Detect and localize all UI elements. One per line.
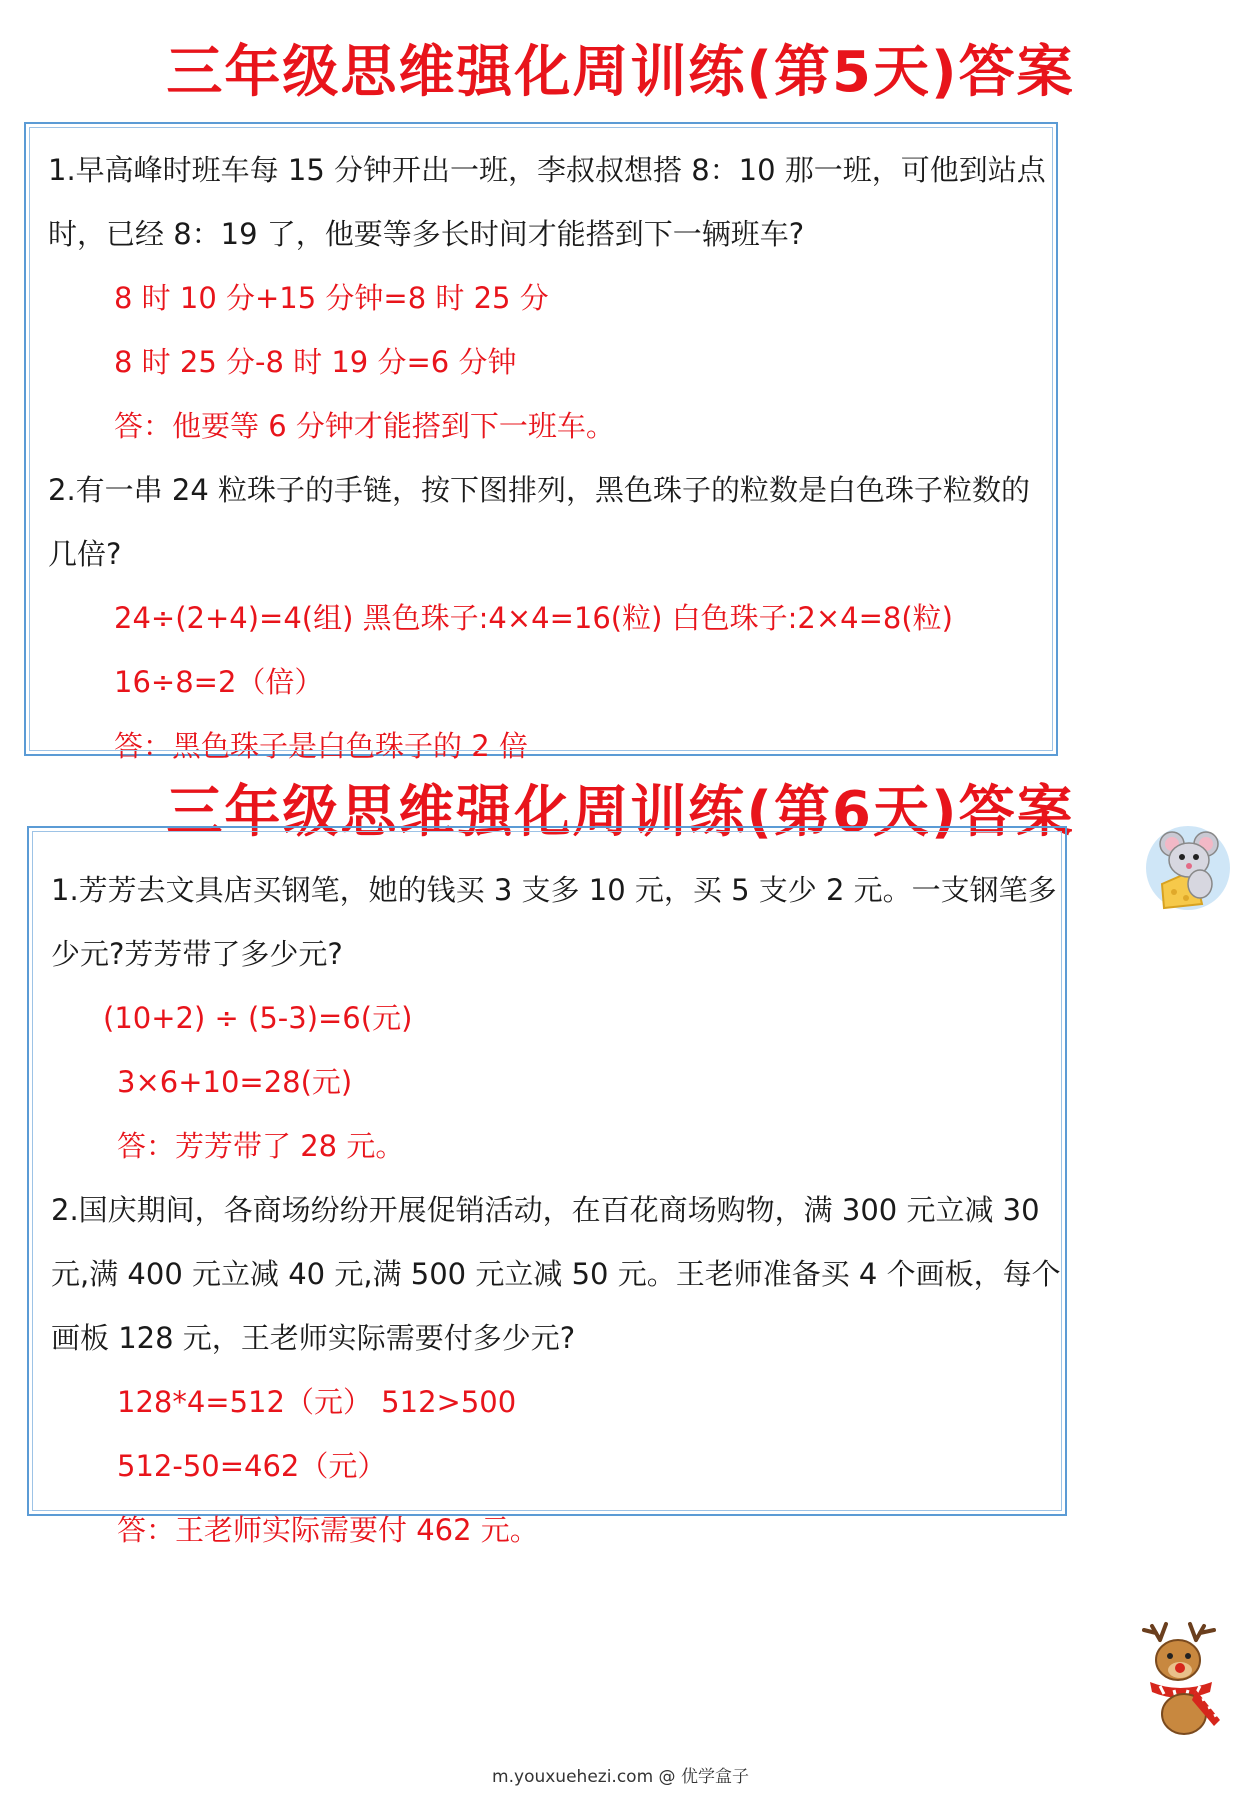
day5-q2-answer-step2: 16÷8=2（倍）	[114, 665, 324, 699]
day6-q1-text-cont: 少元?芳芳带了多少元?	[51, 937, 343, 971]
day6-q1-answer-final: 答：芳芳带了 28 元。	[117, 1129, 405, 1163]
day6-q1-answer-step1: (10+2) ÷ (5-3)=6(元)	[103, 1001, 413, 1035]
day6-q1-answer-step2: 3×6+10=28(元)	[117, 1065, 353, 1099]
day6-q2-answer-final: 答：王老师实际需要付 462 元。	[117, 1513, 539, 1547]
day5-q2-answer-step1: 24÷(2+4)=4(组) 黑色珠子:4×4=16(粒) 白色珠子:2×4=8(粒)	[114, 601, 953, 635]
day5-q2-answer-final: 答：黑色珠子是白色珠子的 2 倍	[114, 729, 528, 763]
day5-title: 三年级思维强化周训练(第5天)答案	[166, 40, 1075, 105]
day6-q2-answer-step1: 128*4=512（元） 512>500	[117, 1385, 517, 1419]
day5-q1-answer-step1: 8 时 10 分+15 分钟=8 时 25 分	[114, 281, 549, 315]
footer-source: m.youxuehezi.com @ 优学盒子	[492, 1767, 749, 1787]
day5-q2-text: 2.有一串 24 粒珠子的手链，按下图排列，黑色珠子的粒数是白色珠子粒数的	[48, 473, 1031, 507]
day5-q1-answer-step2: 8 时 25 分-8 时 19 分=6 分钟	[114, 345, 517, 379]
day5-q1-text: 1.早高峰时班车每 15 分钟开出一班，李叔叔想搭 8：10 那一班，可他到站点	[48, 153, 1046, 187]
day5-q2-text-cont: 几倍?	[48, 537, 122, 571]
day5-q1-answer-final: 答：他要等 6 分钟才能搭到下一班车。	[114, 409, 615, 443]
day6-q2-text-cont2: 画板 128 元，王老师实际需要付多少元?	[51, 1321, 576, 1355]
day5-answer-box	[24, 122, 1058, 763]
day6-q2-text-cont: 元,满 400 元立减 40 元,满 500 元立减 50 元。王老师准备买 4 个画板，每个	[51, 1257, 1061, 1291]
day6-q2-text: 2.国庆期间，各商场纷纷开展促销活动，在百花商场购物，满 300 元立减 30	[51, 1193, 1040, 1227]
day5-q1-text-cont: 时，已经 8：19 了，他要等多长时间才能搭到下一辆班车?	[48, 217, 805, 251]
reindeer-icon	[1130, 1620, 1230, 1738]
day6-title: 三年级思维强化周训练(第6天)答案	[166, 780, 1075, 845]
day6-answer-box	[27, 826, 1067, 1547]
day6-q2-answer-step2: 512-50=462（元）	[117, 1449, 387, 1483]
day6-q1-text: 1.芳芳去文具店买钢笔，她的钱买 3 支多 10 元，买 5 支少 2 元。一支钢笔多	[51, 873, 1057, 907]
